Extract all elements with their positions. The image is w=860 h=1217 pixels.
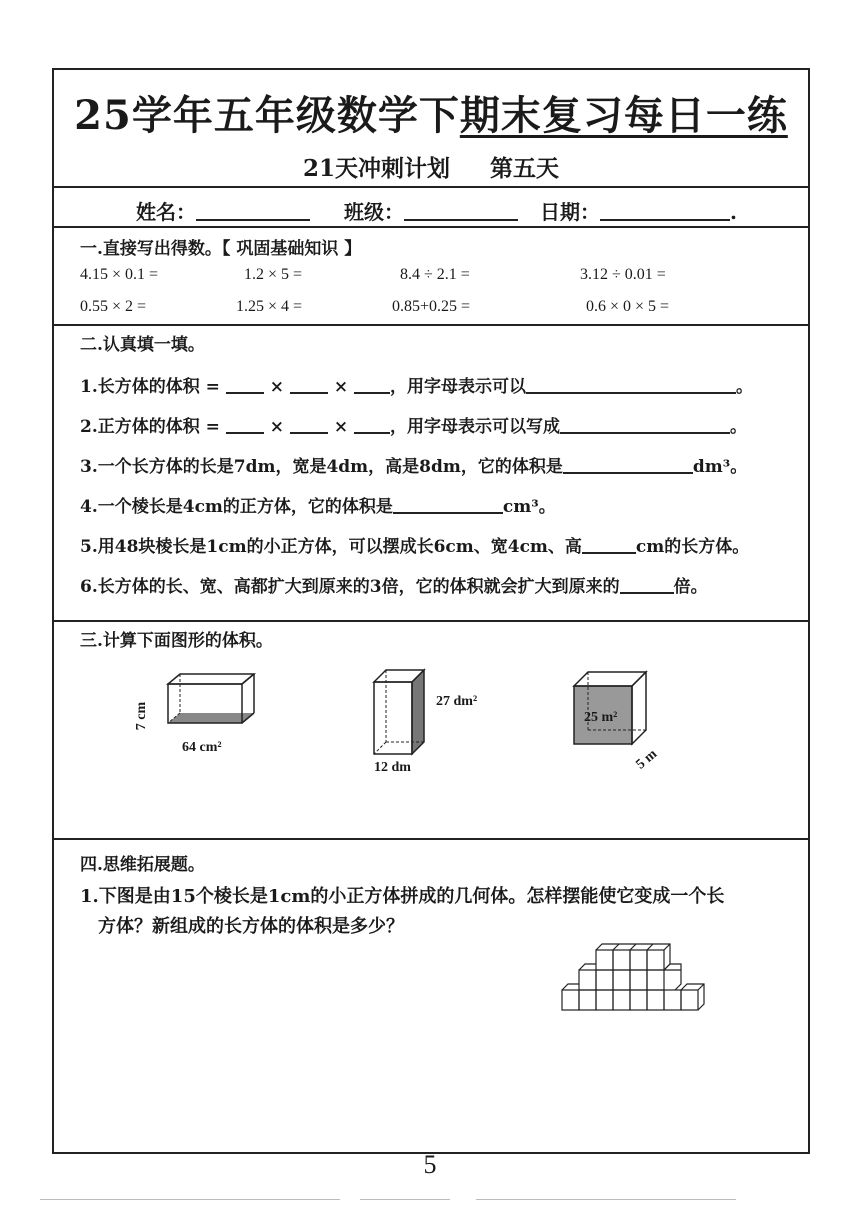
- answer-blank[interactable]: [354, 376, 390, 394]
- class-label: 班级：: [344, 200, 404, 224]
- date-field[interactable]: [540, 196, 737, 225]
- answer-blank[interactable]: [526, 376, 736, 394]
- page-subtitle: [54, 150, 808, 183]
- section-4: [54, 840, 808, 1152]
- fill-question-2: 2.正方体的体积 = × × ，用字母表示可以写成 。: [80, 417, 748, 437]
- answer-blank[interactable]: [226, 376, 264, 394]
- fig3-face-label: 25 m²: [584, 710, 618, 725]
- answer-blank[interactable]: [290, 376, 328, 394]
- calc-item: 0.85+0.25 =: [392, 298, 471, 315]
- calc-item: 1.2 × 5 =: [244, 266, 303, 283]
- worksheet-frame: [52, 68, 810, 1154]
- page-title: [54, 84, 808, 141]
- header-block: [54, 70, 808, 188]
- name-blank[interactable]: [196, 201, 310, 221]
- name-label: 姓名：: [136, 200, 196, 224]
- section-2-heading: 二.认真填一填。: [80, 335, 205, 355]
- info-row: [54, 188, 808, 228]
- footer-divider: [40, 1199, 340, 1200]
- cube-figure-3: [568, 668, 654, 748]
- answer-blank[interactable]: [582, 536, 636, 554]
- calc-item: 4.15 × 0.1 =: [80, 266, 159, 283]
- fig1-base-label: 64 cm²: [182, 740, 222, 755]
- calc-item: 8.4 ÷ 2.1 =: [400, 266, 470, 283]
- title-plain: 25学年五年级数学下: [74, 92, 460, 139]
- cube-stack-figure: [558, 940, 708, 1016]
- fig2-edge-label: 12 dm: [374, 760, 411, 775]
- section-1-heading: 一.直接写出得数。【 巩固基础知识 】: [80, 239, 362, 259]
- plan-label: 21天冲刺计划: [302, 155, 450, 182]
- date-blank[interactable]: [600, 201, 730, 221]
- calc-item: 0.6 × 0 × 5 =: [586, 298, 670, 315]
- cuboid-figure-2: [366, 662, 436, 756]
- section-3-heading: 三.计算下面图形的体积。: [80, 631, 273, 651]
- fig3-edge-label: 5 m: [633, 746, 661, 773]
- title-underlined: 期末复习每日一练: [459, 92, 788, 139]
- page-number: 5: [423, 1150, 437, 1179]
- date-end: .: [730, 200, 737, 224]
- section-1: [54, 228, 808, 326]
- answer-blank[interactable]: [563, 456, 693, 474]
- answer-blank[interactable]: [560, 416, 730, 434]
- fill-question-4: 4.一个棱长是4cm的正方体，它的体积是 cm³。: [80, 497, 556, 517]
- section-3: [54, 622, 808, 840]
- answer-blank[interactable]: [354, 416, 390, 434]
- fig2-side-label: 27 dm²: [436, 694, 478, 709]
- fill-question-6: 6.长方体的长、宽、高都扩大到原来的3倍，它的体积就会扩大到原来的 倍。: [80, 577, 708, 597]
- fill-question-3: 3.一个长方体的长是7dm，宽是4dm，高是8dm，它的体积是 dm³。: [80, 457, 748, 477]
- footer-divider: [360, 1199, 450, 1200]
- section-2: [54, 326, 808, 622]
- answer-blank[interactable]: [620, 576, 674, 594]
- name-field[interactable]: [136, 196, 310, 225]
- calc-item: 3.12 ÷ 0.01 =: [580, 266, 666, 283]
- calc-item: 1.25 × 4 =: [236, 298, 303, 315]
- cuboid-figure-1: [154, 668, 264, 738]
- day-label: 第五天: [490, 155, 559, 182]
- footer-divider: [476, 1199, 736, 1200]
- calc-item: 0.55 × 2 =: [80, 298, 147, 315]
- answer-blank[interactable]: [393, 496, 503, 514]
- section-4-heading: 四.思维拓展题。: [80, 855, 205, 875]
- answer-blank[interactable]: [226, 416, 264, 434]
- class-field[interactable]: [344, 196, 518, 225]
- fig1-height-label: 7 cm: [134, 701, 150, 731]
- class-blank[interactable]: [404, 201, 518, 221]
- date-label: 日期：: [540, 200, 600, 224]
- fill-question-5: 5.用48块棱长是1cm的小正方体，可以摆成长6cm、宽4cm、高 cm的长方体。: [80, 537, 750, 557]
- thinking-question-line-1: 1.下图是由15个棱长是1cm的小正方体拼成的几何体。怎样摆能使它变成一个长: [80, 886, 725, 907]
- fill-question-1: 1.长方体的体积 = × × ，用字母表示可以 。: [80, 377, 754, 397]
- answer-blank[interactable]: [290, 416, 328, 434]
- thinking-question-line-2: 方体？新组成的长方体的体积是多少？: [98, 916, 404, 937]
